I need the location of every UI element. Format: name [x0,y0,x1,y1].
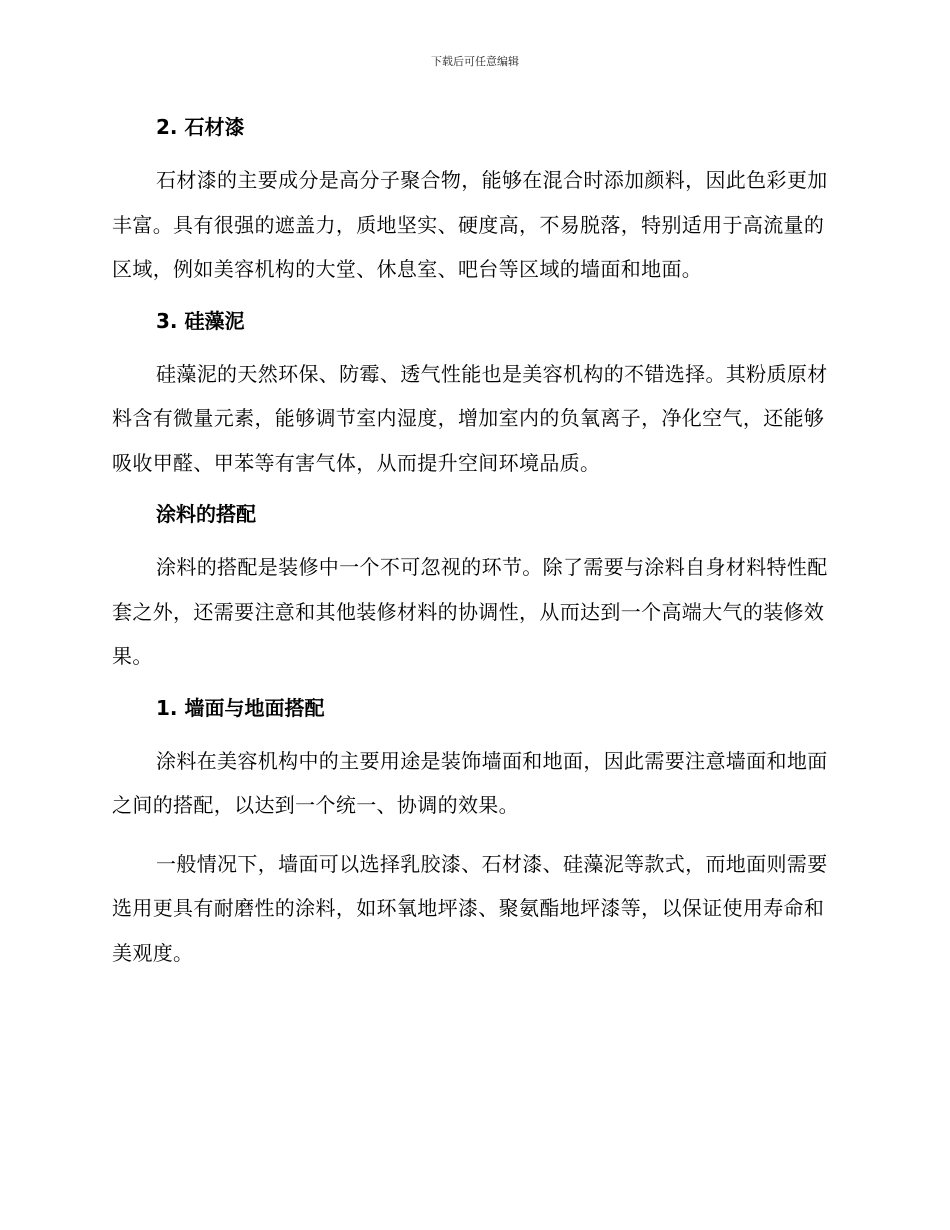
paragraph-stone-paint: 石材漆的主要成分是高分子聚合物，能够在混合时添加颜料，因此色彩更加丰富。具有很强的遮盖力，质地坚实、硬度高，不易脱落，特别适用于高流量的区域，例如美容机构的大堂、休息室、吧台等区域的墙面和地面。 [112,168,828,281]
paragraph-wall-floor-1: 涂料在美容机构中的主要用途是装饰墙面和地面，因此需要注意墙面和地面之间的搭配，以达到一个统一、协调的效果。 [112,748,828,817]
paragraph-diatom-mud: 硅藻泥的天然环保、防霉、透气性能也是美容机构的不错选择。其粉质原材料含有微量元素，能够调节室内湿度，增加室内的负氧离子，净化空气，还能够吸收甲醛、甲苯等有害气体，从而提升空间环境品质。 [112,361,828,475]
section-heading-stone-paint: 2. 石材漆 [156,115,245,139]
page-header: 下载后可任意编辑 [431,55,519,68]
document-body [112,112,832,989]
section-heading-diatom-mud: 3. 硅藻泥 [156,308,245,333]
section-heading-paint-matching: 涂料的搭配 [156,502,256,526]
section-heading-wall-floor: 1. 墙面与地面搭配 [156,695,325,720]
paragraph-wall-floor-2: 一般情况下，墙面可以选择乳胶漆、石材漆、硅藻泥等款式，而地面则需要选用更具有耐磨性的涂料，如环氧地坪漆、聚氨酯地坪漆等，以保证使用寿命和美观度。 [112,851,828,965]
paragraph-paint-matching: 涂料的搭配是装修中一个不可忽视的环节。除了需要与涂料自身材料特性配套之外，还需要注意和其他装修材料的协调性，从而达到一个高端大气的装修效果。 [112,555,828,668]
